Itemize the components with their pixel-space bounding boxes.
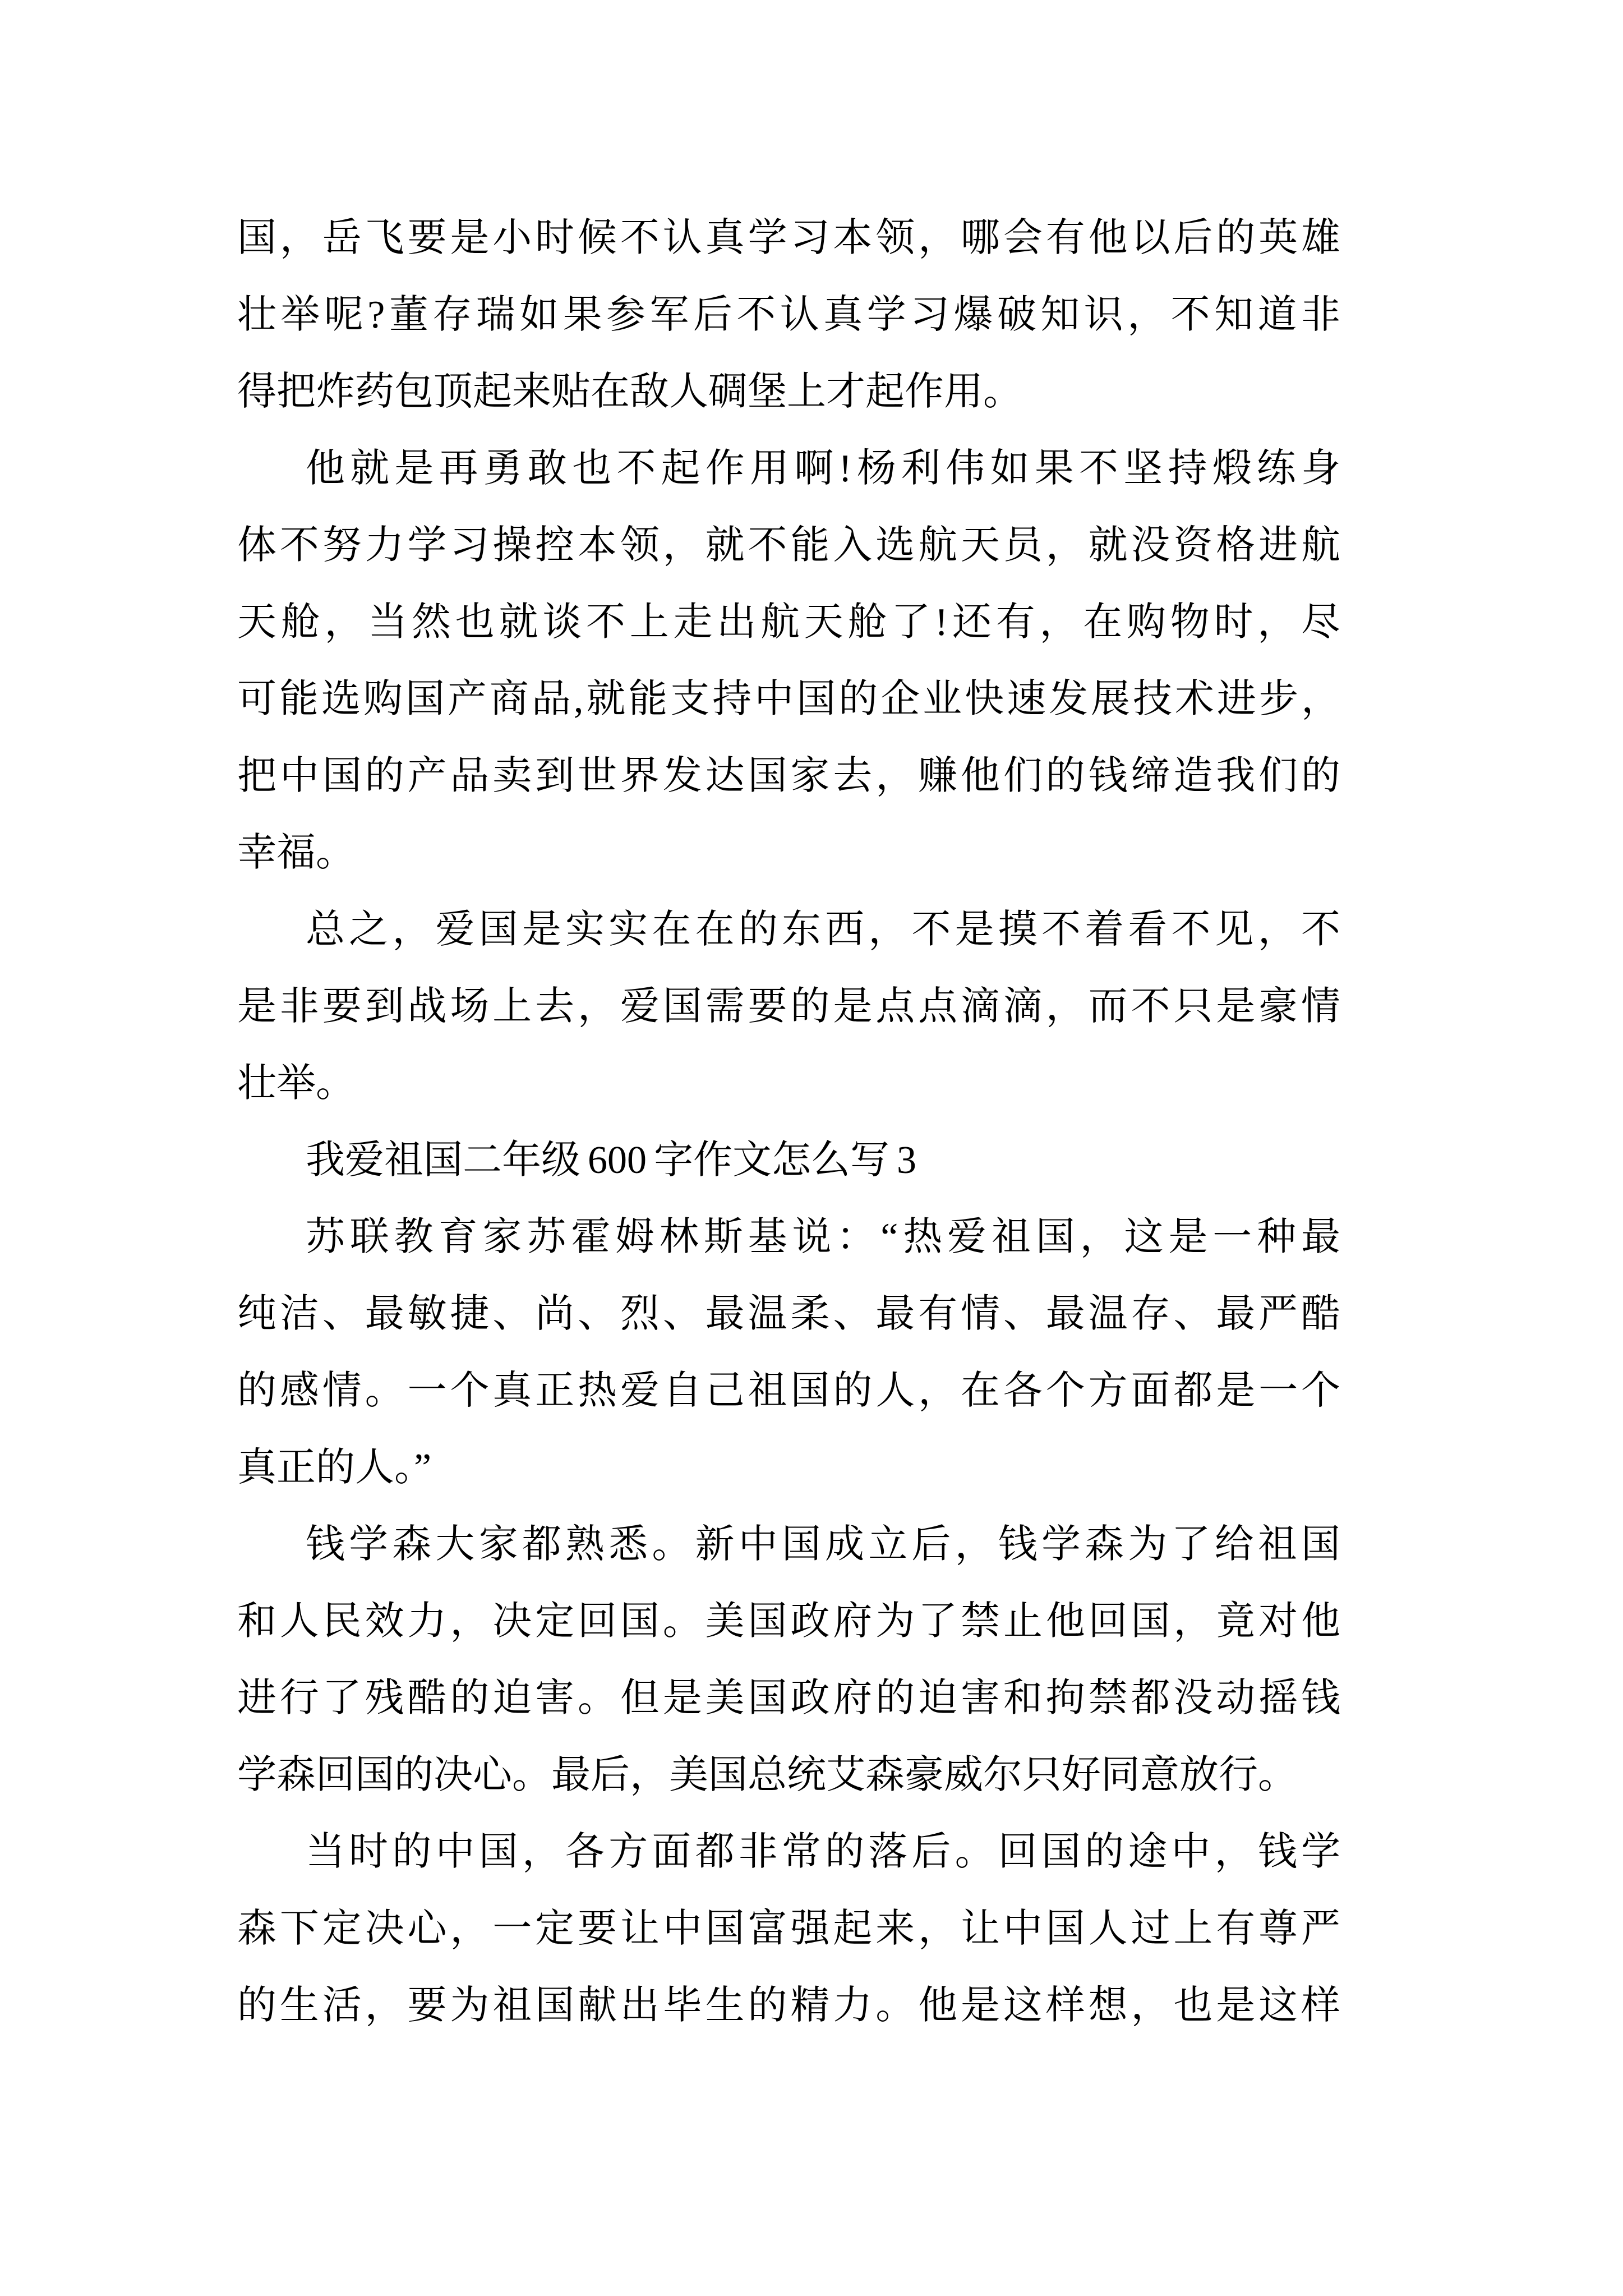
essay-text-line: 的生活，要为祖国献出毕生的精力。他是这样想，也是这样 <box>237 1984 1340 2027</box>
essay-text-line: 壮举。 <box>237 1062 355 1105</box>
essay-text-line: 总之，爱国是实实在在的东西，不是摸不着看不见，不 <box>306 908 1340 951</box>
essay-text-line: 把中国的产品卖到世界发达国家去，赚他们的钱缔造我们的 <box>237 754 1340 798</box>
essay-text-line: 真正的人。” <box>237 1446 432 1489</box>
essay-text-line: 国，岳飞要是小时候不认真学习本领，哪会有他以后的英雄 <box>237 217 1340 260</box>
essay-text-line: 是非要到战场上去，爱国需要的是点点滴滴，而不只是豪情 <box>237 985 1340 1028</box>
essay-text-line: 幸福。 <box>237 831 355 875</box>
essay-text-line: 壮举呢?董存瑞如果参军后不认真学习爆破知识，不知道非 <box>237 293 1340 337</box>
essay-text-line: 他就是再勇敢也不起作用啊!杨利伟如果不坚持煅练身 <box>306 447 1340 490</box>
latin-text: 3 <box>897 1139 916 1182</box>
essay-text-line: 苏联教育家苏霍姆林斯基说：“热爱祖国，这是一种最 <box>306 1216 1340 1259</box>
latin-text: 600 <box>588 1139 647 1182</box>
essay-text-line: 钱学森大家都熟悉。新中国成立后，钱学森为了给祖国 <box>306 1523 1340 1566</box>
essay-text-line: 学森回国的决心。最后，美国总统艾森豪威尔只好同意放行。 <box>237 1754 1297 1797</box>
essay-text-line: 得把炸药包顶起来贴在敌人碉堡上才起作用。 <box>237 370 1022 413</box>
essay-heading-line: 我爱祖国二年级 600 字作文怎么写 3 <box>306 1139 916 1182</box>
essay-text-line: 进行了残酷的迫害。但是美国政府的迫害和拘禁都没动摇钱 <box>237 1677 1340 1720</box>
essay-text-line: 天舱，当然也就谈不上走出航天舱了!还有，在购物时，尽 <box>237 601 1340 644</box>
essay-text-line: 体不努力学习操控本领，就不能入选航天员，就没资格进航 <box>237 524 1340 567</box>
essay-text-line: 的感情。一个真正热爱自己祖国的人，在各个方面都是一个 <box>237 1369 1340 1412</box>
essay-text-block <box>237 200 1340 2044</box>
essay-text-line: 当时的中国，各方面都非常的落后。回国的途中，钱学 <box>306 1830 1340 1874</box>
essay-text-line: 和人民效力，决定回国。美国政府为了禁止他回国，竟对他 <box>237 1600 1340 1643</box>
essay-text-line: 森下定决心，一定要让中国富强起来，让中国人过上有尊严 <box>237 1907 1340 1950</box>
essay-text-line: 可能选购国产商品,就能支持中国的企业快速发展技术进步， <box>237 678 1340 721</box>
essay-text-line: 纯洁、最敏捷、尚、烈、最温柔、最有情、最温存、最严酷 <box>237 1292 1340 1336</box>
